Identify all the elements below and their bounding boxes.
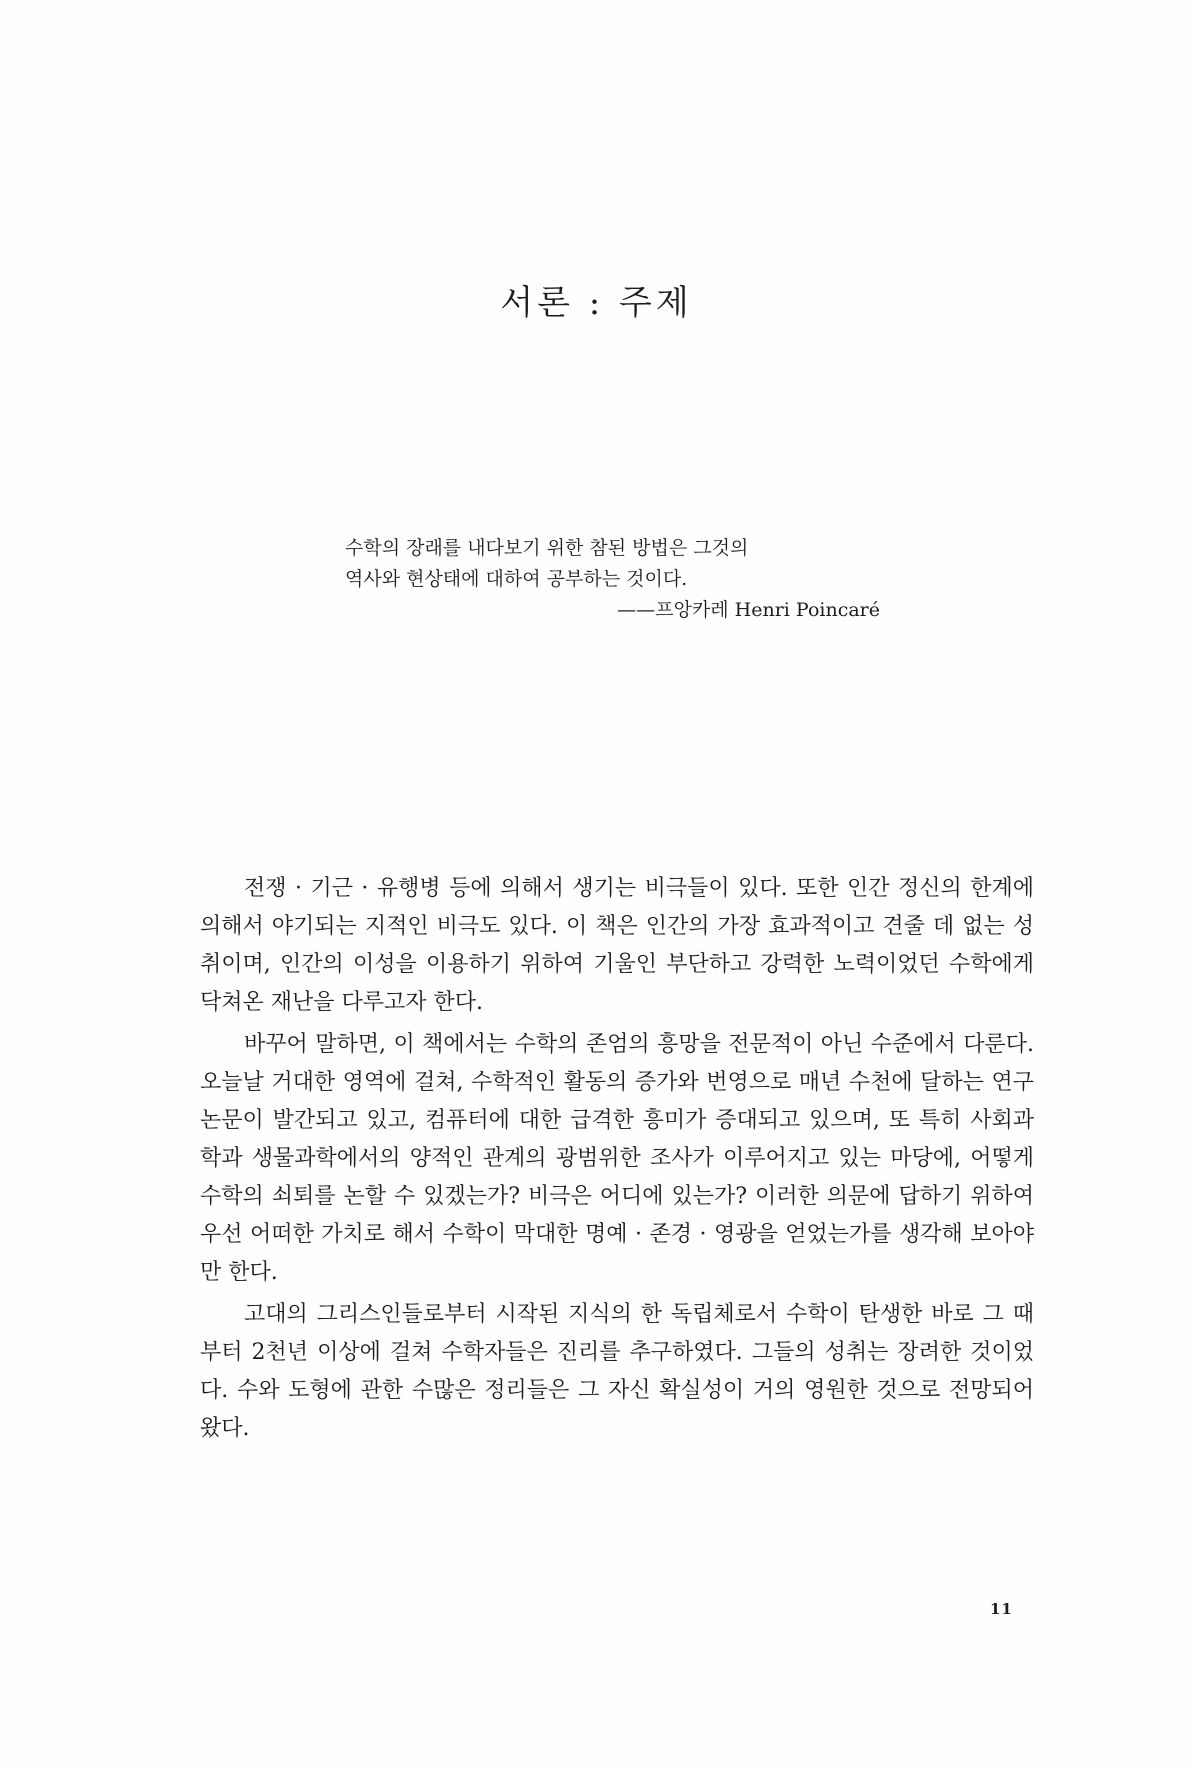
epigraph	[345, 533, 880, 626]
paragraph-3: 고대의 그리스인들로부터 시작된 지식의 한 독립체로서 수학이 탄생한 바로 그 때부터 2천년 이상에 걸쳐 수학자들은 진리를 추구하였다. 그들의 성취는 장려한 것이었다. 수와 도형에 관한 수많은 정리들은 그 자신 확실성이 거의 영원한 것으로 전망되어 왔다.	[200, 1302, 1034, 1441]
paragraph-1: 전쟁 · 기근 · 유행병 등에 의해서 생기는 비극들이 있다. 또한 인간 정신의 한계에 의해서 야기되는 지적인 비극도 있다. 이 책은 인간의 가장 효과적이고 견줄 데 없는 성취이며, 인간의 이성을 이용하기 위하여 기울인 부단하고 강력한 노력이었던 수학에게 닥쳐온 재난을 다루고자 한다.	[200, 876, 1034, 1015]
page-number: 11	[990, 1600, 1013, 1618]
paragraph-2: 바꾸어 말하면, 이 책에서는 수학의 존엄의 흥망을 전문적이 아닌 수준에서 다룬다. 오늘날 거대한 영역에 걸쳐, 수학적인 활동의 증가와 번영으로 매년 수천에 달하는 연구 논문이 발간되고 있고, 컴퓨터에 대한 급격한 흥미가 증대되고 있으며, 또 특히 사회과학과 생물과학에서의 양적인 관계의 광범위한 조사가 이루어지고 있는 마당에, 어떻게 수학의 쇠퇴를 논할 수 있겠는가? 비극은 어디에 있는가? 이러한 의문에 답하기 위하여 우선 어떠한 가치로 해서 수학이 막대한 명예 · 존경 · 영광을 얻었는가를 생각해 보아야만 한다.	[200, 1032, 1034, 1285]
body-text	[200, 870, 1034, 1452]
epigraph-line-2: 역사와 현상태에 대하여 공부하는 것이다.	[345, 568, 688, 590]
epigraph-attribution: ——프앙카레 Henri Poincaré	[617, 599, 880, 621]
epigraph-line-1: 수학의 장래를 내다보기 위한 참된 방법은 그것의	[345, 537, 749, 559]
chapter-title: 서론 : 주제	[500, 282, 693, 323]
